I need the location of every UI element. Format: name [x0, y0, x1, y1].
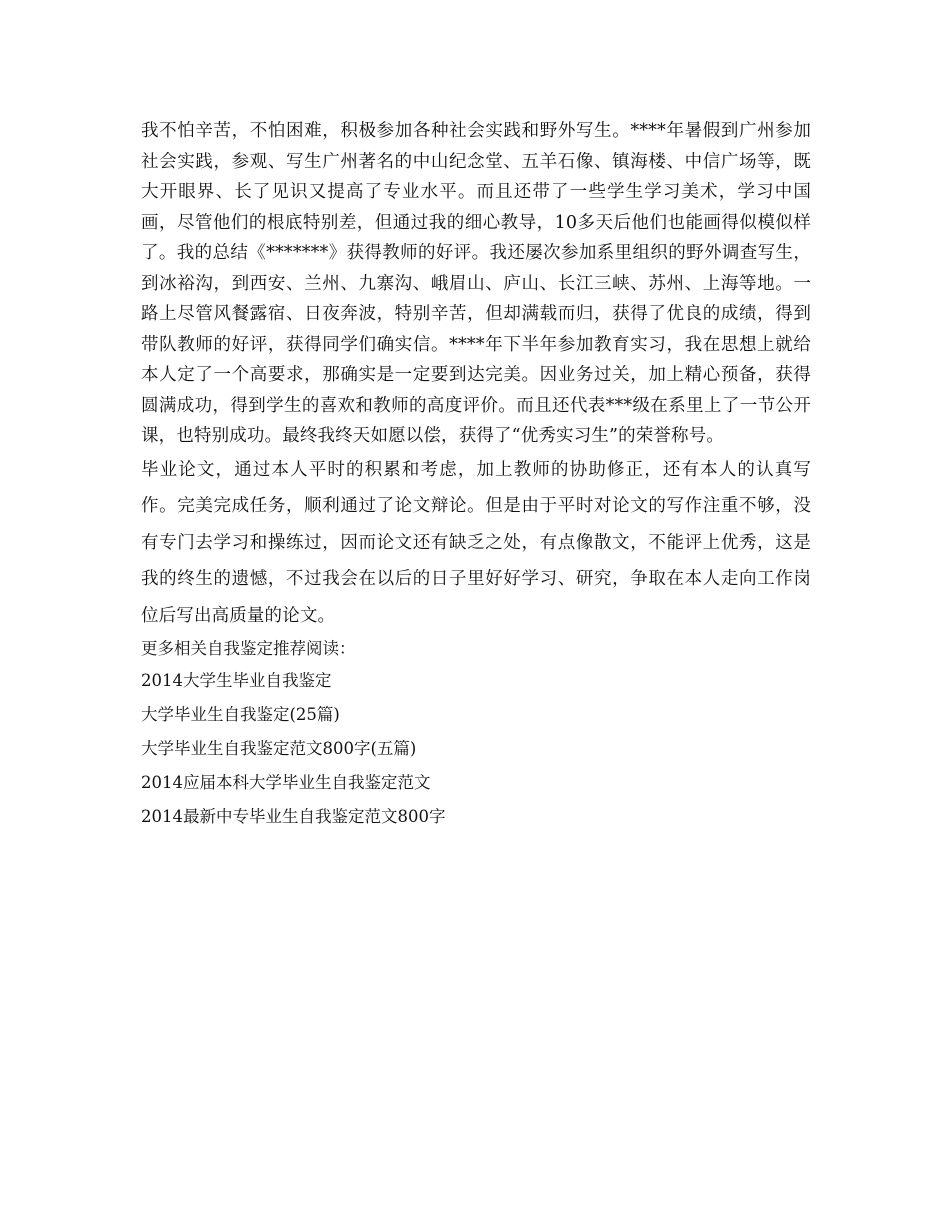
list-item	[141, 732, 811, 766]
related-reading-heading: 更多相关自我鉴定推荐阅读：	[141, 639, 356, 658]
body-paragraph-thesis: 毕业论文，通过本人平时的积累和考虑，加上教师的协助修正，还有本人的认真写作。完美完成任务，顺利通过了论文辩论。但是由于平时对论文的写作注重不够，没有专门去学习和操练过，因而论文还有缺乏之处，有点像散文，不能评上优秀，这是我的终生的遗憾，不过我会在以后的日子里好好学习、研究，争取在本人走向工作岗位后写出高质量的论文。	[141, 459, 811, 626]
list-item	[141, 800, 811, 834]
list-item	[141, 664, 811, 698]
related-reading-list	[141, 664, 811, 834]
related-link-2[interactable]: 大学毕业生自我鉴定(25篇)	[141, 705, 340, 724]
document-page	[141, 116, 811, 834]
list-item	[141, 698, 811, 732]
related-link-5[interactable]: 2014最新中专毕业生自我鉴定范文800字	[141, 807, 446, 826]
related-link-1[interactable]: 2014大学生毕业自我鉴定	[141, 671, 332, 690]
related-link-4[interactable]: 2014应届本科大学毕业生自我鉴定范文	[141, 773, 431, 792]
list-item	[141, 766, 811, 800]
body-paragraph-practice: 我不怕辛苦，不怕困难，积极参加各种社会实践和野外写生。****年暑假到广州参加社会实践，参观、写生广州著名的中山纪念堂、五羊石像、镇海楼、中信广场等，既大开眼界、长了见识又提高了专业水平。而且还带了一些学生学习美术，学习中国画，尽管他们的根底特别差，但通过我的细心教导，10多天后他们也能画得似模似样了。我的总结《*******》获得教师的好评。我还屡次参加系里组织的野外调查写生，到冰裕沟，到西安、兰州、九寨沟、峨眉山、庐山、长江三峡、苏州、上海等地。一路上尽管风餐露宿、日夜奔波，特别辛苦，但却满载而归，获得了优良的成绩，得到带队教师的好评，获得同学们确实信。****年下半年参加教育实习，我在思想上就给本人定了一个高要求，那确实是一定要到达完美。因业务过关，加上精心预备，获得圆满成功，得到学生的喜欢和教师的高度评价。而且还代表***级在系里上了一节公开课，也特别成功。最终我终天如愿以偿，获得了“优秀实习生”的荣誉称号。	[141, 121, 811, 446]
related-link-3[interactable]: 大学毕业生自我鉴定范文800字(五篇)	[141, 739, 417, 758]
